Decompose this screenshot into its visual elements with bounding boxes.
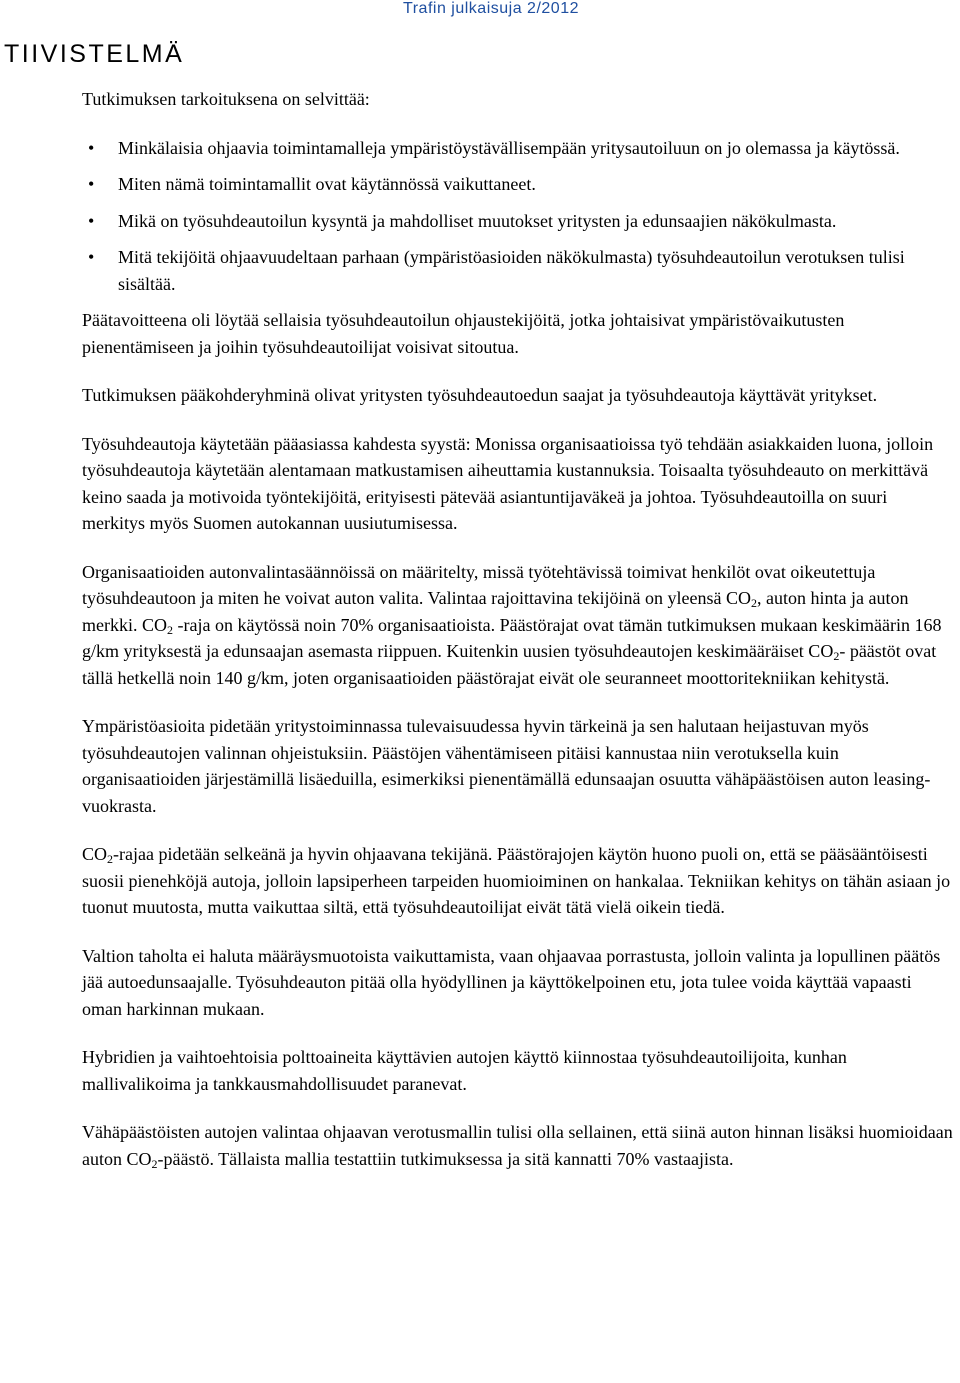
text-segment: , auton hinta ja auton merkki. CO	[82, 588, 909, 635]
bullet-icon: •	[88, 174, 95, 194]
text-segment: Vähäpäästöisten autojen valintaa ohjaavan verotusmallin tulisi olla sellainen, että siinä auton hinnan lisäksi huomioidaan auton CO	[82, 1122, 953, 1169]
subscript: 2	[167, 622, 173, 637]
bullet-icon: •	[88, 210, 95, 231]
subscript: 2	[151, 1156, 158, 1171]
list-item	[82, 244, 954, 297]
subscript: 2	[751, 596, 757, 610]
text-segment: -päästö. Tällaista mallia testattiin tutkimuksessa ja sitä kannatti 70% vastaajista.	[157, 1148, 734, 1169]
list-item-text: Minkälaisia ohjaavia toimintamalleja ympäristöystävällisempään yritysautoiluun on jo olemassa ja käytössä.	[118, 137, 900, 158]
subscript: 2	[107, 852, 114, 866]
text-segment: -raja on käytössä noin 70% organisaatioista. Päästörajat ovat tämän tutkimuksen mukaan keskimäärin 168 g/km yrityksestä ja edunsaajan asemasta riippuen. Kuitenkin uusien työsuhdeautojen keskimääräiset CO	[82, 614, 942, 661]
paragraph-state-steering: Valtion taholta ei haluta määräysmuotoista vaikuttamista, vaan ohjaavaa porrastusta, jolloin valinta ja lopullinen päätös jää autoedunsaajalle. Työsuhdeauton pitää olla hyödyllinen ja käyttökelpoinen etu, jota tulee voida käyttää vapaasti oman harkinnan mukaan.	[82, 945, 941, 1019]
text-segment: -rajaa pidetään selkeänä ja hyvin ohjaavana tekijänä. Päästörajojen käytön huono puoli on, että se pääsääntöisesti suosii pienehköjä autoja, jolloin lapsiperheen tarpeiden huomioiminen on hankalaa. Tekniikan kehitys on tähän asiaan jo tuonut muutosta, mutta vaikuttaa siltä, että työsuhdeautoilijat eivät tätä vielä oikein tiedä.	[82, 844, 951, 917]
text-segment: Organisaatioiden autonvalintasäännöissä on määritelty, missä työtehtävissä toimivat henkilöt ovat oikeutettuja työsuhdeautoon ja miten he voivat auton valita. Valintaa rajoittavina tekijöinä on yleensä CO	[82, 561, 876, 608]
list-item-text: Mitä tekijöitä ohjaavuudeltaan parhaan (ympäristöasioiden näkökulmasta) työsuhdeautoilun verotuksen tulisi sisältää.	[118, 247, 905, 294]
publication-header: Trafin julkaisuja 2/2012	[403, 0, 579, 17]
paragraph-tax-model	[82, 1119, 954, 1172]
abstract-body	[82, 86, 954, 1194]
paragraph-usage-reasons: Työsuhdeautoja käytetään pääasiassa kahdesta syystä: Monissa organisaatioissa työ tehdään asiakkaiden luona, jolloin työsuhdeautoja käytetään alentamaan matkustamisen aiheuttamia kustannuksia. Toisaalta työsuhdeauto on merkittävä keino saada ja motivoida työntekijöitä, erityisesti pätevää asiantuntijaväkeä ja johtoa. Työsuhdeautoilla on suuri merkitys myös Suomen autokannan uusiutumisessa.	[82, 433, 934, 533]
paragraph-selection-rules	[82, 559, 954, 692]
paragraph-target-groups: Tutkimuksen pääkohderyhminä olivat yritysten työsuhdeautoedun saajat ja työsuhdeautoja käyttävät yritykset.	[82, 385, 878, 405]
bullet-icon: •	[88, 137, 95, 158]
list-item	[82, 208, 954, 235]
list-item-text: Mikä on työsuhdeautoilun kysyntä ja mahdolliset muutokset yritysten ja edunsaajien näkökulmasta.	[118, 210, 837, 231]
intro-text: Tutkimuksen tarkoituksena on selvittää:	[82, 89, 370, 109]
paragraph-environment: Ympäristöasioita pidetään yritystoiminnassa tulevaisuudessa hyvin tärkeinä ja sen halutaan heijastuvan myös työsuhdeautojen valinnan ohjeistuksiin. Päästöjen vähentämiseen pitäisi kannustaa niin verotuksella kuin organisaatioiden järjestämillä lisäeduilla, esimerkiksi pienentämällä edunsaajan osuutta vähäpäästöisen auton leasing-vuokrasta.	[82, 716, 931, 816]
section-title: TIIVISTELMÄ	[4, 40, 185, 68]
list-item	[82, 171, 954, 198]
bullet-icon: •	[88, 247, 95, 267]
research-goals-list	[82, 135, 954, 298]
list-item	[82, 135, 954, 162]
paragraph-main-goal: Päätavoitteena oli löytää sellaisia työsuhdeautoilun ohjaustekijöitä, jotka johtaisivat ympäristövaikutusten pienentämiseen ja joihin työsuhdeautoilijat voisivat sitoutua.	[82, 310, 845, 357]
paragraph-hybrids: Hybridien ja vaihtoehtoisia polttoaineita käyttävien autojen käyttö kiinnostaa työsuhdeautoilijoita, kunhan mallivalikoima ja tankkausmahdollisuudet paranevat.	[82, 1047, 847, 1094]
paragraph-co2-limit	[82, 841, 954, 921]
text-segment: CO	[82, 844, 108, 864]
subscript: 2	[833, 649, 840, 663]
list-item-text: Miten nämä toimintamallit ovat käytännössä vaikuttaneet.	[118, 174, 536, 194]
text-segment: - päästöt ovat tällä hetkellä noin 140 g/km, joten organisaatioiden päästörajat eivät ole seuranneet moottoritekniikan kehitystä.	[82, 641, 937, 688]
